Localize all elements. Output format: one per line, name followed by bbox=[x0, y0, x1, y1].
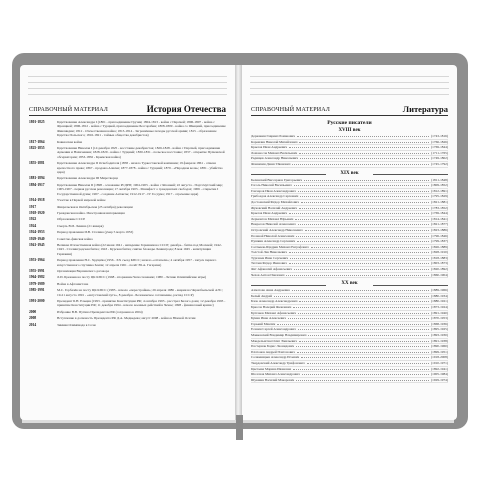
writer-lifespan: (1893-1930) bbox=[431, 333, 448, 337]
writer-name: Полевой Николай Алексеевич bbox=[251, 233, 295, 238]
bookmark-ribbon[interactable] bbox=[236, 415, 243, 440]
event-row bbox=[29, 176, 226, 180]
event-year: 1922 bbox=[29, 217, 37, 222]
event-row bbox=[29, 282, 226, 286]
event-text: Президент Б.Н. Ельцин (1993 - принятие Конституции РФ; 4 октября 1993 - расстрел Белого дома; 12 декабря 1993 - принятие Конституции РФ; 11 декабря 1994 - начало военных действий в Чечне; 1998 - финансовый кризис) bbox=[57, 299, 226, 308]
ruled-lines bbox=[250, 71, 449, 97]
event-row bbox=[29, 243, 226, 256]
century-heading bbox=[251, 281, 448, 288]
right-page bbox=[242, 65, 457, 420]
writer-lifespan: (1891-1940) bbox=[431, 310, 448, 315]
writer-lifespan: (1809-1852) bbox=[431, 183, 448, 188]
writer-name: Брюсов Валерий Яковлевич bbox=[251, 305, 292, 310]
event-text: Царствование Александра III Миротворца bbox=[57, 176, 118, 181]
leader-dots bbox=[294, 183, 429, 186]
leader-dots bbox=[299, 206, 429, 209]
writer-lifespan: (1868-1936) bbox=[431, 321, 448, 326]
event-text: Кавказская война bbox=[57, 139, 83, 144]
event-row bbox=[29, 230, 226, 234]
writer-name: Горький Максим bbox=[251, 321, 276, 326]
writer-name: Радищев Александр Николаевич bbox=[251, 156, 299, 161]
writer-name: Блок Александр Александрович bbox=[251, 299, 298, 304]
writer-lifespan: (1870-1953) bbox=[431, 316, 448, 321]
writer-row bbox=[251, 273, 448, 279]
event-year: 1918-1920 bbox=[29, 210, 45, 215]
leader-dots bbox=[296, 378, 429, 381]
leader-dots bbox=[289, 145, 429, 148]
writer-name: Солженицын Александр Исаевич bbox=[251, 355, 300, 360]
event-row bbox=[29, 183, 226, 196]
writer-name: Жуковский Василий Андреевич bbox=[251, 205, 298, 210]
event-year: 1817-1864 bbox=[29, 139, 45, 144]
leader-dots bbox=[298, 327, 429, 330]
event-year: 1894-1917 bbox=[29, 182, 45, 187]
leader-dots bbox=[277, 322, 429, 325]
event-row bbox=[29, 205, 226, 209]
writer-lifespan: (1769-1844) bbox=[431, 211, 448, 216]
leader-dots bbox=[274, 294, 429, 297]
event-year: 1917 bbox=[29, 204, 37, 209]
leader-dots bbox=[301, 200, 429, 203]
event-year: 2014 bbox=[29, 322, 37, 327]
group-title: Русские писатели bbox=[327, 120, 372, 126]
writer-name: Тютчев Фёдор Иванович bbox=[251, 261, 287, 266]
century-label: XVIII век bbox=[338, 128, 361, 133]
writer-row bbox=[251, 378, 448, 384]
leader-dots bbox=[289, 211, 429, 214]
event-text: Царствование Александра I (1801 - присоединение Грузии; 1804-1813 - война с Персией; 1806-1807 - война с Францией; 1806-1812 - война с Турцией, присоединение Бессарабии; 1808-1809 - война со Швецией, присоединение Финляндии; 1812 - Отечественная война; 1813-1814 - Заграничные походы русской армии; 1815 - образование Царства Польского; 1816-1821 - тайные общества декабристов) bbox=[57, 120, 226, 138]
event-year: 1991-2000 bbox=[29, 299, 45, 303]
writer-lifespan: (1899-1951) bbox=[431, 349, 448, 354]
writer-name: Островский Александр Николаевич bbox=[251, 227, 303, 232]
event-year: 1825-1855 bbox=[29, 146, 45, 151]
event-text: Февральская и Октябрьская (25 октября) революции bbox=[57, 204, 133, 209]
event-row bbox=[29, 258, 226, 267]
ruled-lines bbox=[28, 71, 227, 97]
event-text: Период правления И.В. Сталина (умер 5 марта 1953) bbox=[57, 230, 134, 235]
leader-dots bbox=[296, 234, 429, 237]
writer-name: Ломоносов Михаил Васильевич bbox=[251, 150, 298, 155]
event-text: Царствование Александра II Освободителя (1858 - начало Туркестанской кампании; 19 февраля 1861 - отмена крепостного права; 1867 - продажа Аляски; 1877-1878 - война с Турцией; 1879 - «Народная воля»; 1881 - убийство царя) bbox=[57, 161, 223, 175]
writer-name: Бунин Иван Алексеевич bbox=[251, 316, 286, 321]
writer-name: Грибоедов Александр Сергеевич bbox=[251, 194, 299, 199]
leader-dots bbox=[300, 194, 429, 197]
leader-dots bbox=[292, 288, 429, 291]
event-year: 1964-1982 bbox=[29, 275, 45, 280]
writer-lifespan: (1769-1844) bbox=[431, 145, 448, 150]
section-label: СПРАВОЧНЫЙ МАТЕРИАЛ bbox=[251, 107, 331, 113]
writer-lifespan: (1783-1852) bbox=[431, 205, 448, 210]
leader-dots bbox=[299, 140, 429, 143]
writer-name: Тургенев Иван Сергеевич bbox=[251, 255, 289, 260]
event-row bbox=[29, 299, 226, 308]
event-row bbox=[29, 198, 226, 202]
event-text: Вступление в должность Президента РФ Д.А. Медведева; август 2008 - война в Южной Осетии bbox=[57, 316, 196, 321]
event-text: Избрание В.В. Путина Президентом РФ (сохранена в 2004) bbox=[57, 309, 143, 314]
event-year: 1985-1991 bbox=[29, 288, 45, 293]
leader-dots bbox=[308, 333, 429, 336]
writer-lifespan: (1880-1934) bbox=[431, 293, 448, 298]
century-heading bbox=[251, 171, 448, 178]
event-text: Смерть В.И. Ленина (21 января) bbox=[57, 223, 104, 228]
writer-name: Лермонтов Михаил Юрьевич bbox=[251, 216, 294, 221]
leader-dots bbox=[311, 245, 430, 248]
leader-dots bbox=[293, 305, 429, 308]
event-row bbox=[29, 316, 226, 320]
event-row bbox=[29, 146, 226, 159]
event-row bbox=[29, 323, 226, 327]
event-row bbox=[29, 217, 226, 221]
event-year: 1924-1953 bbox=[29, 230, 45, 235]
page-title: История Отечества bbox=[146, 104, 226, 114]
writer-name: Достоевский Фёдор Михайлович bbox=[251, 199, 299, 204]
leader-dots bbox=[293, 367, 429, 370]
event-text: М.С. Горбачёв на посту ЦК КПСС (1985 - начало «перестройки»; 26 апреля 1986 - авария на Чернобыльской АЭС; 19-21 августа 1991 - «августовский путч», 8 декабря - Беловежское соглашение, распад СССР) bbox=[57, 288, 223, 297]
history-events bbox=[29, 120, 226, 329]
writer-lifespan: (1745-1792) bbox=[431, 161, 448, 166]
writer-lifespan: (1818-1883) bbox=[431, 255, 448, 260]
writer-name: Цветаева Марина Ивановна bbox=[251, 366, 292, 371]
event-row bbox=[29, 211, 226, 215]
leader-dots bbox=[289, 261, 429, 264]
writer-lifespan: (1929-1974) bbox=[431, 377, 448, 382]
writer-name: Ахматова Анна Андреевна bbox=[251, 288, 290, 293]
leader-dots bbox=[298, 189, 429, 192]
book-spine bbox=[235, 65, 242, 420]
writer-name: Твардовский Александр Трифонович bbox=[251, 360, 305, 365]
event-row bbox=[29, 224, 226, 228]
writer-lifespan: (1749-1802) bbox=[431, 156, 448, 161]
writer-lifespan: (1860-1904) bbox=[431, 272, 448, 277]
leader-dots bbox=[299, 339, 429, 342]
writer-lifespan: (1828-1910) bbox=[431, 250, 448, 255]
leader-dots bbox=[298, 222, 429, 225]
event-year: 1953-1964 bbox=[29, 258, 45, 263]
event-text: Участие в Первой мировой войне bbox=[57, 198, 106, 203]
writer-lifespan: (1821-1877) bbox=[431, 222, 448, 227]
writer-lifespan: (1820-1892) bbox=[431, 267, 448, 272]
event-year: 2008 bbox=[29, 316, 37, 321]
writer-name: Карамзин Николай Михайлович bbox=[251, 139, 298, 144]
writer-lifespan: (1918-2008) bbox=[431, 355, 448, 360]
writer-name: Булгаков Михаил Афанасьевич bbox=[251, 310, 296, 315]
event-year: 1914-1918 bbox=[29, 198, 45, 203]
writer-lifespan: (1892-1941) bbox=[431, 366, 448, 371]
leader-dots bbox=[300, 156, 429, 159]
writer-lifespan: (1811-1848) bbox=[431, 177, 448, 182]
event-year: 1941-1945 bbox=[29, 242, 45, 247]
writers-list bbox=[251, 120, 448, 383]
writer-lifespan: (1890-1960) bbox=[431, 344, 448, 349]
centuries bbox=[251, 128, 448, 383]
event-text: Советско-финская война bbox=[57, 236, 93, 241]
section-label: СПРАВОЧНЫЙ МАТЕРИАЛ bbox=[29, 107, 109, 113]
leader-dots bbox=[304, 178, 429, 181]
event-year: 1955-1991 bbox=[29, 268, 45, 273]
writer-name: Фонвизин Денис Иванович bbox=[251, 161, 291, 166]
writer-name: Некрасов Николай Алексеевич bbox=[251, 222, 296, 227]
leader-dots bbox=[295, 217, 429, 220]
writer-lifespan: (1873-1924) bbox=[431, 305, 448, 310]
writer-name: Мандельштам Осип Эмильевич bbox=[251, 338, 297, 343]
event-year: 1881-1894 bbox=[29, 176, 45, 181]
writer-name: Державин Гавриил Романович bbox=[251, 134, 296, 138]
left-page bbox=[20, 65, 235, 420]
event-year: 1801-1825 bbox=[29, 120, 45, 124]
writer-lifespan: (1796-1846) bbox=[431, 233, 448, 238]
event-year: 1924 bbox=[29, 223, 37, 228]
leader-dots bbox=[294, 267, 429, 270]
event-row bbox=[29, 161, 226, 174]
writer-name: Крылов Иван Андреевич bbox=[251, 145, 288, 150]
writer-name: Гоголь Николай Васильевич bbox=[251, 183, 292, 188]
writer-lifespan: (1803-1873) bbox=[431, 261, 448, 266]
writer-lifespan: (1905-1984) bbox=[431, 372, 448, 377]
event-text: Царствование Николая II (1898 - основание РСДРП; 1904-1905 - война с Японией; 22 августа - Портсмутский мир; 1905-1907 - первая русская революция; 17 октября 1905 - Манифест о гражданских свободах; 1906 - открытие I Государственной думы; 1907 - создание Антанты; 1912-1917 - IV Госдума; 1917 - отречение царя) bbox=[57, 182, 223, 196]
event-text: Великая Отечественная война (22 июня 1941 - нападение Германии на СССР; декабрь - битва под Москвой; 1942-1943 - Сталинградская битва; 1943 - Курская битва; снятие блокады Ленинграда; 8 мая 1945 - капитуляция Германии) bbox=[57, 242, 222, 256]
writer-name: Крылов Иван Андреевич bbox=[251, 211, 288, 216]
event-row bbox=[29, 120, 226, 138]
event-year: 1855-1881 bbox=[29, 161, 45, 166]
writer-lifespan: (1743-1816) bbox=[431, 134, 448, 138]
leader-dots bbox=[292, 162, 429, 165]
writer-name: Шукшин Василий Макарович bbox=[251, 377, 295, 382]
page-header bbox=[29, 101, 226, 116]
writer-name: Пастернак Борис Леонидович bbox=[251, 344, 295, 349]
leader-dots bbox=[296, 344, 429, 347]
writer-lifespan: (1821-1881) bbox=[431, 199, 448, 204]
writer-lifespan: (1880-1921) bbox=[431, 299, 448, 304]
event-row bbox=[29, 237, 226, 241]
writer-name: Чехов Антон Павлович bbox=[251, 272, 285, 277]
writer-lifespan: (1812-1891) bbox=[431, 188, 448, 193]
writer-lifespan: (1889-1966) bbox=[431, 288, 448, 293]
event-text: Организация Варшавского договора bbox=[57, 268, 110, 273]
writer-lifespan: (1814-1841) bbox=[431, 216, 448, 221]
leader-dots bbox=[297, 134, 429, 137]
writer-name: Фет Афанасий Афанасьевич bbox=[251, 267, 292, 272]
writer-name: Белинский Виссарион Григорьевич bbox=[251, 177, 303, 182]
event-text: Война в Афганистане bbox=[57, 281, 89, 286]
page-title: Литература bbox=[402, 104, 448, 114]
event-row bbox=[29, 275, 226, 279]
writer-lifespan: (1891-1938) bbox=[431, 338, 448, 343]
leader-dots bbox=[302, 372, 429, 375]
event-year: 2000 bbox=[29, 309, 37, 314]
event-year: 1929-1940 bbox=[29, 236, 45, 241]
leader-dots bbox=[297, 239, 429, 242]
event-text: Зимняя Олимпиада в Сочи bbox=[57, 322, 96, 327]
writer-lifespan: (1895-1925) bbox=[431, 327, 448, 332]
writer-name: Шолохов Михаил Александрович bbox=[251, 372, 300, 377]
event-row bbox=[29, 310, 226, 314]
century-label: XX век bbox=[341, 281, 358, 287]
writer-name: Белый Андрей bbox=[251, 293, 273, 298]
writer-name: Салтыков-Щедрин Михаил Евграфович bbox=[251, 244, 309, 249]
writer-lifespan: (1795-1829) bbox=[431, 194, 448, 199]
leader-dots bbox=[290, 256, 429, 259]
leader-dots bbox=[301, 355, 429, 358]
writer-row bbox=[251, 162, 448, 168]
writer-name: Пушкин Александр Сергеевич bbox=[251, 239, 296, 244]
writer-lifespan: (1711-1765) bbox=[431, 150, 448, 155]
page-header bbox=[251, 101, 448, 116]
leader-dots bbox=[307, 361, 429, 364]
writer-name: Толстой Лев Николаевич bbox=[251, 250, 287, 255]
event-text: Л.И. Брежнев на посту ЦК КПСС (1968 - вторжение Чехословакию; 1980 - Летние Олимпийские игры) bbox=[57, 275, 207, 280]
writer-name: Платонов Андрей Платонович bbox=[251, 349, 295, 354]
event-text: Гражданская война. Иностранная интервенция bbox=[57, 210, 125, 215]
writer-name: Есенин Сергей Александрович bbox=[251, 327, 296, 332]
leader-dots bbox=[299, 151, 429, 154]
event-text: Период правления Н.С. Хрущёва (1956 - XX съезд КПСС; начало «оттепели»; 4 октября 1957 - запуск первого искусственного спутника Земли; 12 апреля 1961 - полёт Ю.А. Гагарина) bbox=[57, 258, 217, 267]
leader-dots bbox=[305, 228, 429, 231]
event-row bbox=[29, 140, 226, 144]
leader-dots bbox=[297, 350, 429, 353]
leader-dots bbox=[288, 316, 429, 319]
event-row bbox=[29, 288, 226, 297]
event-year: 1979-1989 bbox=[29, 281, 45, 286]
event-text: Царствование Николая I (14 декабря 1825 - восстание декабристов; 1826-1828 - война с Персией, присоединение Армении и Нахичевани; 1828-1829 - война с Турцией; 1830-1831 - польское восстание; 1837 - открытие Пулковской обсерватории; 1853-1856 - Крымская война) bbox=[57, 146, 225, 159]
leader-dots bbox=[286, 273, 429, 276]
event-row bbox=[29, 269, 226, 273]
writer-lifespan: (1766-1826) bbox=[431, 139, 448, 144]
writer-name: Маяковский Владимир Владимирович bbox=[251, 333, 307, 337]
century-label: XIX век bbox=[340, 170, 359, 176]
writer-lifespan: (1826-1889) bbox=[431, 244, 448, 249]
writer-name: Гончаров Иван Александрович bbox=[251, 188, 296, 193]
writer-lifespan: (1799-1837) bbox=[431, 239, 448, 244]
writer-lifespan: (1910-1971) bbox=[431, 360, 448, 365]
leader-dots bbox=[298, 311, 429, 314]
leader-dots bbox=[289, 250, 429, 253]
writer-lifespan: (1823-1886) bbox=[431, 227, 448, 232]
event-text: Образование СССР bbox=[57, 217, 86, 222]
leader-dots bbox=[299, 299, 429, 302]
